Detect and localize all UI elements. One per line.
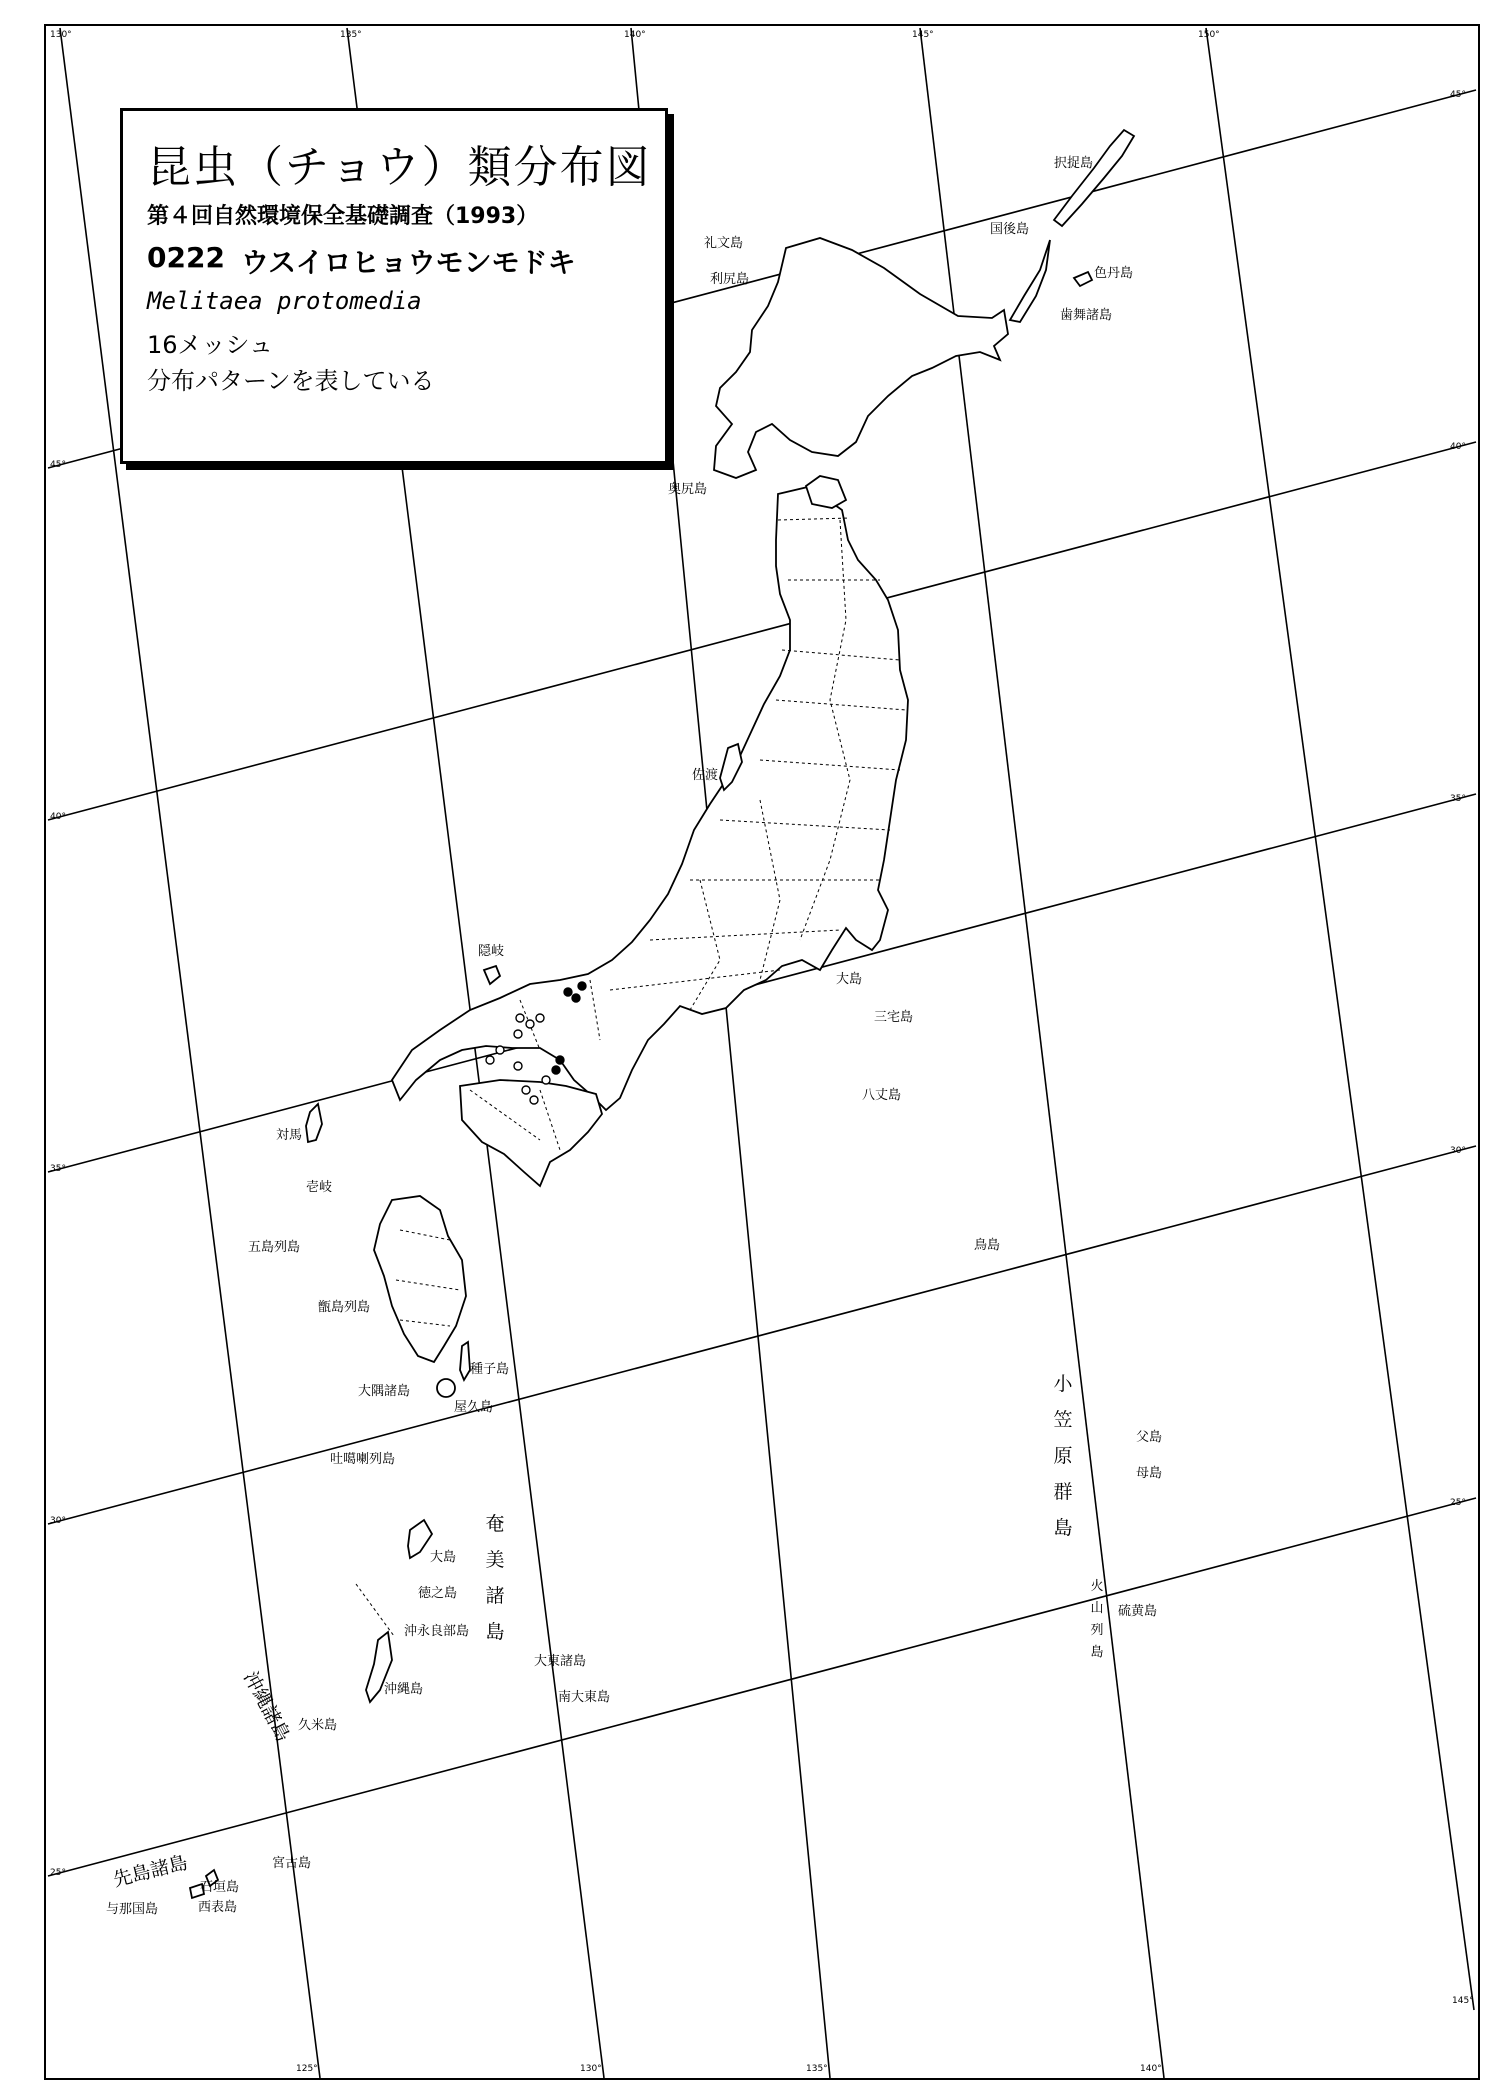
place-label-rebun: 礼文島	[704, 236, 744, 251]
record-dot-open	[530, 1096, 538, 1104]
place-label-goto: 五島列島	[248, 1240, 301, 1255]
shimokita-outline	[806, 476, 846, 508]
place-label-osumi: 大隅諸島	[358, 1384, 411, 1399]
lon-label: 145°	[912, 30, 934, 40]
survey-subtitle: 第４回自然環境保全基礎調査（1993）	[147, 204, 539, 229]
lon-label: 150°	[1198, 30, 1220, 40]
record-dot-open	[514, 1062, 522, 1070]
place-label-minami-daito: 南大東島	[558, 1690, 611, 1705]
lat-label: 30°	[50, 1516, 66, 1526]
legend-box	[120, 108, 668, 464]
meridian-line	[1206, 28, 1474, 2010]
parallel-line	[48, 1146, 1476, 1524]
hokkaido-outline	[714, 238, 1008, 478]
tsushima-outline	[306, 1104, 322, 1142]
place-label-chichijima: 父島	[1136, 1430, 1163, 1445]
record-dot-open	[486, 1056, 494, 1064]
species-code: 0222	[147, 241, 225, 274]
place-label-okushiri: 奥尻島	[668, 482, 708, 497]
lat-label: 40°	[1450, 442, 1466, 452]
place-label-sado: 佐渡	[692, 768, 719, 783]
place-label-iwojima: 硫黄島	[1118, 1604, 1158, 1619]
record-dot-open	[542, 1076, 550, 1084]
record-dot-open	[496, 1046, 504, 1054]
place-label-tokara: 吐噶喇列島	[330, 1452, 396, 1467]
lon-label: 140°	[1140, 2064, 1162, 2074]
place-label-amami-oshima: 大島	[430, 1550, 457, 1565]
lon-label: 130°	[50, 30, 72, 40]
lon-label: 130°	[580, 2064, 602, 2074]
kunashiri-outline	[1010, 240, 1050, 322]
lon-label: 140°	[624, 30, 646, 40]
place-label-daito: 大東諸島	[534, 1654, 587, 1669]
place-label-oshima-izu: 大島	[836, 972, 863, 987]
record-dot-filled	[564, 988, 572, 996]
place-label-hahajima: 母島	[1136, 1466, 1163, 1481]
kyushu-outline	[374, 1196, 466, 1362]
place-label-hachijo: 八丈島	[862, 1088, 902, 1103]
tanegashima-outline	[460, 1342, 470, 1380]
oki-outline	[484, 966, 500, 984]
group-label-amami: 奄美諸島	[485, 1513, 505, 1643]
place-label-okinoerabu: 沖永良部島	[404, 1624, 470, 1639]
lat-label: 45°	[1450, 90, 1466, 100]
lon-label: 135°	[340, 30, 362, 40]
record-dot-open	[536, 1014, 544, 1022]
place-label-koshiki: 甑島列島	[318, 1300, 371, 1315]
record-dot-open	[514, 1030, 522, 1038]
lon-label: 145°	[1452, 1996, 1474, 2006]
amami-oshima-outline	[408, 1520, 432, 1558]
record-dot-open	[516, 1014, 524, 1022]
map-title: 昆虫（チョウ）類分布図	[147, 142, 652, 193]
etorofu-outline	[1054, 130, 1134, 226]
group-label-okinawa: 沖縄諸島	[239, 1667, 295, 1746]
species-japanese-name: ウスイロヒョウモンモドキ	[241, 246, 576, 279]
place-label-shikotan: 色丹島	[1094, 266, 1134, 281]
record-dot-open	[522, 1086, 530, 1094]
place-label-okinawa-jima: 沖縄島	[384, 1682, 424, 1697]
group-label-ogasawara: 小笠原群島	[1053, 1373, 1073, 1539]
mesh-count: 16メッシュ	[147, 331, 274, 359]
lat-label: 25°	[1450, 1498, 1466, 1508]
group-label-sakishima: 先島諸島	[110, 1851, 191, 1892]
record-dot-filled	[578, 982, 586, 990]
lat-label: 35°	[50, 1164, 66, 1174]
place-label-ishigaki: 石垣島	[200, 1880, 240, 1895]
place-label-iki: 壱岐	[306, 1180, 333, 1195]
place-label-miyake: 三宅島	[874, 1010, 914, 1025]
lat-label: 35°	[1450, 794, 1466, 804]
shikotan-outline	[1074, 272, 1092, 286]
yakushima-outline	[437, 1379, 455, 1397]
lat-label: 30°	[1450, 1146, 1466, 1156]
place-label-iriomote: 西表島	[198, 1900, 238, 1915]
place-label-tokunoshima: 徳之島	[418, 1586, 458, 1601]
record-dot-filled	[552, 1066, 560, 1074]
group-divider	[356, 1584, 394, 1636]
place-label-kumejima: 久米島	[298, 1718, 338, 1733]
species-scientific-name: Melitaea protomedia	[147, 287, 422, 315]
place-label-etorofu: 択捉島	[1054, 156, 1094, 171]
place-label-torishima: 鳥島	[974, 1238, 1001, 1253]
place-label-tsushima: 対馬	[276, 1128, 303, 1143]
pattern-note: 分布パターンを表している	[147, 367, 435, 395]
lon-label: 125°	[296, 2064, 318, 2074]
place-label-yonaguni: 与那国島	[106, 1902, 159, 1917]
group-label-kazan: 火山列島	[1090, 1579, 1104, 1660]
record-dot-filled	[556, 1056, 564, 1064]
lat-label: 40°	[50, 812, 66, 822]
place-label-rishiri: 利尻島	[710, 272, 750, 287]
lon-label: 135°	[806, 2064, 828, 2074]
record-dot-filled	[572, 994, 580, 1002]
place-label-kunashiri: 国後島	[990, 222, 1030, 237]
lat-label: 25°	[50, 1868, 66, 1878]
place-label-oki: 隠岐	[478, 944, 505, 959]
record-dot-open	[526, 1020, 534, 1028]
place-label-tanegashima: 種子島	[470, 1362, 510, 1377]
place-label-habomai: 歯舞諸島	[1060, 308, 1113, 323]
lat-label: 45°	[50, 460, 66, 470]
place-label-miyakojima: 宮古島	[272, 1856, 312, 1871]
place-label-yakushima: 屋久島	[454, 1400, 494, 1415]
